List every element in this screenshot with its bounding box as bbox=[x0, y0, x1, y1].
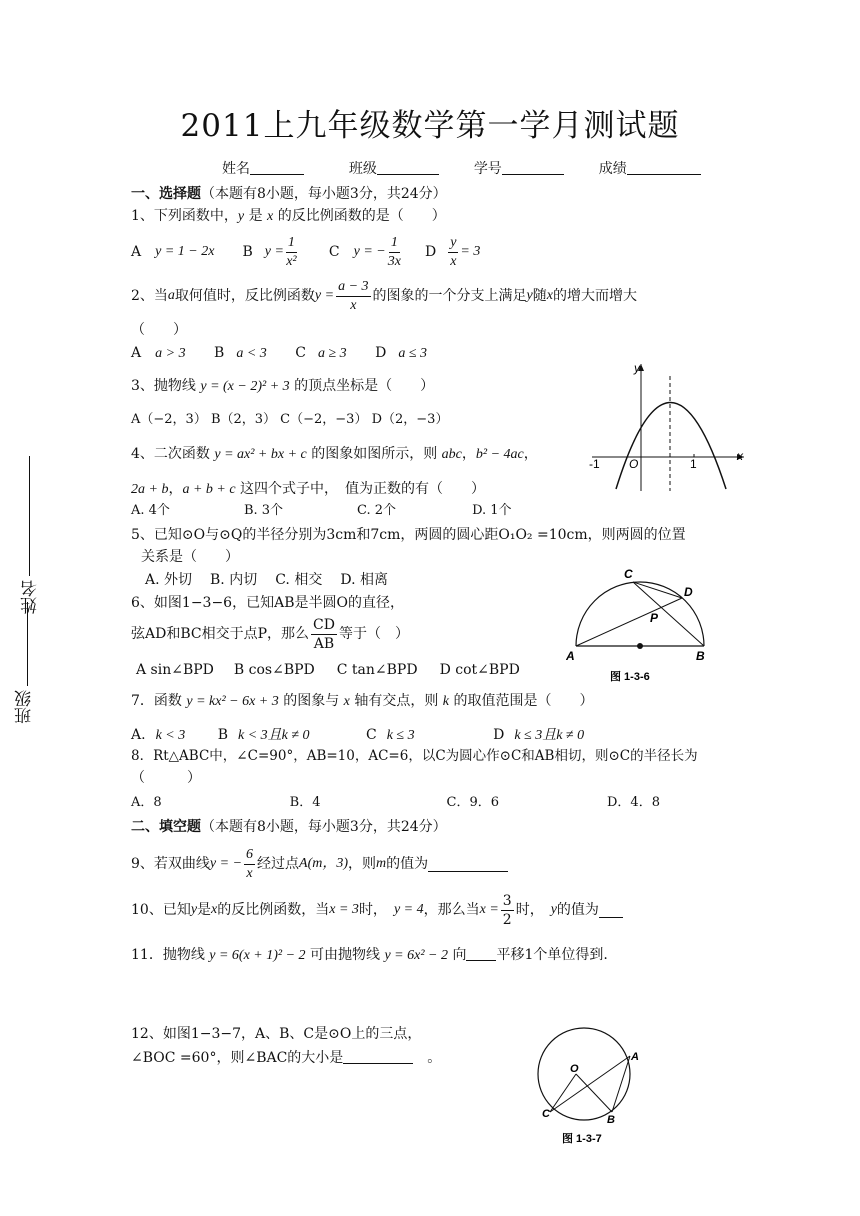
question-2-paren: （ ） bbox=[131, 322, 187, 338]
student-info-line bbox=[222, 159, 701, 179]
figure-1-3-7 bbox=[530, 1026, 650, 1150]
section-2-heading: 二、填空题（本题有8小题，每小题3分，共24分） bbox=[131, 819, 447, 835]
question-8: 8．Rt△ABC中，∠C=90°，AB=10，AC=6，以C为圆心作⊙C和AB相切，则⊙C的半径长为 bbox=[131, 748, 698, 764]
question-12-line2: ∠BOC =60°，则∠BAC的大小是 。 bbox=[131, 1050, 442, 1066]
segment-ba bbox=[612, 1056, 630, 1112]
class-blank[interactable] bbox=[377, 160, 439, 175]
score-label: 成绩 bbox=[598, 161, 627, 177]
q9-answer-blank[interactable] bbox=[428, 857, 508, 872]
parabola-curve bbox=[616, 403, 726, 490]
class-label: 班级 bbox=[348, 161, 377, 177]
chord-bc bbox=[633, 582, 704, 646]
question-4-options: A. 4个 B. 3个 C. 2个 D. 1个 bbox=[131, 503, 512, 518]
question-8-line2: （ ） bbox=[131, 770, 201, 786]
center-dot bbox=[637, 643, 643, 649]
figure-1-3-6-caption: 图 1-3-6 bbox=[610, 671, 650, 683]
label-c: C bbox=[542, 1108, 550, 1120]
label-b: B bbox=[607, 1114, 615, 1126]
name-label: 姓名 bbox=[222, 161, 250, 177]
score-blank[interactable] bbox=[627, 160, 701, 175]
question-5: 5、已知⊙O与⊙Q的半径分别为3cm和7cm，两圆的圆心距O₁O₂ =10cm，则两圆的位置 bbox=[131, 527, 686, 543]
y-label: y bbox=[634, 361, 640, 375]
question-7: 7．函数 y = kx² − 6x + 3 的图象与 x 轴有交点，则 k 的取值范围是（ ） bbox=[131, 693, 594, 709]
label-o: O bbox=[570, 1063, 579, 1075]
question-2-options: A a > 3 B a < 3 C a ≥ 3 D a ≤ 3 bbox=[131, 345, 428, 361]
label-p: P bbox=[650, 611, 659, 625]
question-5-options: A. 外切 B. 内切 C. 相交 D. 相离 bbox=[145, 572, 388, 588]
q11-answer-blank[interactable] bbox=[466, 946, 496, 961]
label-b: B bbox=[696, 649, 705, 663]
segment-oc bbox=[550, 1074, 576, 1112]
id-label: 学号 bbox=[473, 161, 502, 177]
question-4-line2: 2a + b，a + b + c 这四个式子中， 值为正数的有（ ） bbox=[131, 481, 486, 497]
question-8-options: A．8 B．4 C．9．6 D．4．8 bbox=[131, 795, 660, 810]
side-class-label: 班级 bbox=[15, 690, 35, 724]
segment-ca bbox=[550, 1056, 630, 1112]
question-9: 9、若双曲线 y = − $\frac{6}{x}$ 经过点 A(m，3) ，则 m 的值为 bbox=[131, 840, 508, 888]
question-2: 2、当 a 取何值时，反比例函数 y = $\frac{a - 3}{x}$ 的图象的一个分支上满足 y 随 x 的增大而增大 bbox=[131, 278, 637, 313]
chord-ad bbox=[576, 598, 682, 646]
tick-minus-1: -1 bbox=[589, 457, 600, 471]
label-a: A bbox=[566, 649, 575, 663]
section-1-heading: 一、选择题（本题有8小题，每小题3分，共24分） bbox=[131, 186, 447, 202]
side-name-label: 姓名 bbox=[21, 580, 41, 614]
parabola-figure bbox=[584, 356, 752, 494]
side-name-line bbox=[29, 456, 30, 576]
name-blank[interactable] bbox=[250, 160, 304, 175]
origin-label: O bbox=[629, 457, 639, 471]
question-4: 4、二次函数 y = ax² + bx + c 的图象如图所示，则 abc，b² − 4ac， bbox=[131, 446, 538, 462]
question-6-line2: 弦AD和BC相交于点P，那么 $\frac{CD}{AB}$ 等于（ ） bbox=[131, 616, 409, 652]
question-7-options: A. k < 3 B k < 3且k ≠ 0 C k ≤ 3 D k ≤ 3且k ≠ 0 bbox=[131, 727, 585, 743]
question-1-options: A y = 1 − 2x B y = $\frac{1}{\text{x²}}$ C y = − $\frac{1}{3x}$ D $\frac{y}{x}$ = 3 bbox=[131, 234, 481, 269]
circle-o bbox=[538, 1028, 630, 1120]
question-12: 12、如图1−3−7，A、B、C是⊙O上的三点， bbox=[131, 1026, 422, 1042]
tick-1: 1 bbox=[690, 457, 697, 471]
page-title: 2011上九年级数学第一学月测试题 bbox=[180, 108, 680, 144]
label-a: A bbox=[631, 1051, 639, 1063]
q12-answer-blank[interactable] bbox=[343, 1049, 413, 1064]
q10-answer-blank[interactable] bbox=[599, 903, 623, 918]
id-blank[interactable] bbox=[502, 160, 564, 175]
question-11: 11．抛物线 y = 6(x + 1)² − 2 可由抛物线 y = 6x² − 2 向 平移1个单位得到. bbox=[131, 947, 608, 963]
question-5-line2: 关系是（ ） bbox=[141, 549, 239, 565]
question-10: 10、已知 y 是 x 的反比例函数，当 x = 3 时， y = 4 ，那么当 x = $\frac{3}{2}$ 时， y 的值为 bbox=[131, 888, 623, 932]
question-6: 6、如图1−3−6，已知AB是半圆O的直径， bbox=[131, 595, 404, 611]
question-6-options: A sin∠BPD B cos∠BPD C tan∠BPD D cot∠BPD bbox=[136, 662, 520, 678]
figure-1-3-6 bbox=[566, 566, 714, 684]
question-1: 1、下列函数中，y 是 x 的反比例函数的是（ ） bbox=[131, 208, 446, 224]
side-class-line bbox=[27, 602, 28, 686]
x-label: x bbox=[737, 449, 743, 463]
figure-1-3-7-caption: 图 1-3-7 bbox=[562, 1133, 602, 1145]
question-3-options: A（−2，3） B（2，3） C（−2，−3） D（2，−3） bbox=[131, 412, 449, 427]
segment-ob bbox=[576, 1074, 612, 1112]
label-d: D bbox=[684, 585, 693, 599]
question-3: 3、抛物线 y = (x − 2)² + 3 的顶点坐标是（ ） bbox=[131, 378, 435, 394]
label-c: C bbox=[624, 567, 633, 581]
